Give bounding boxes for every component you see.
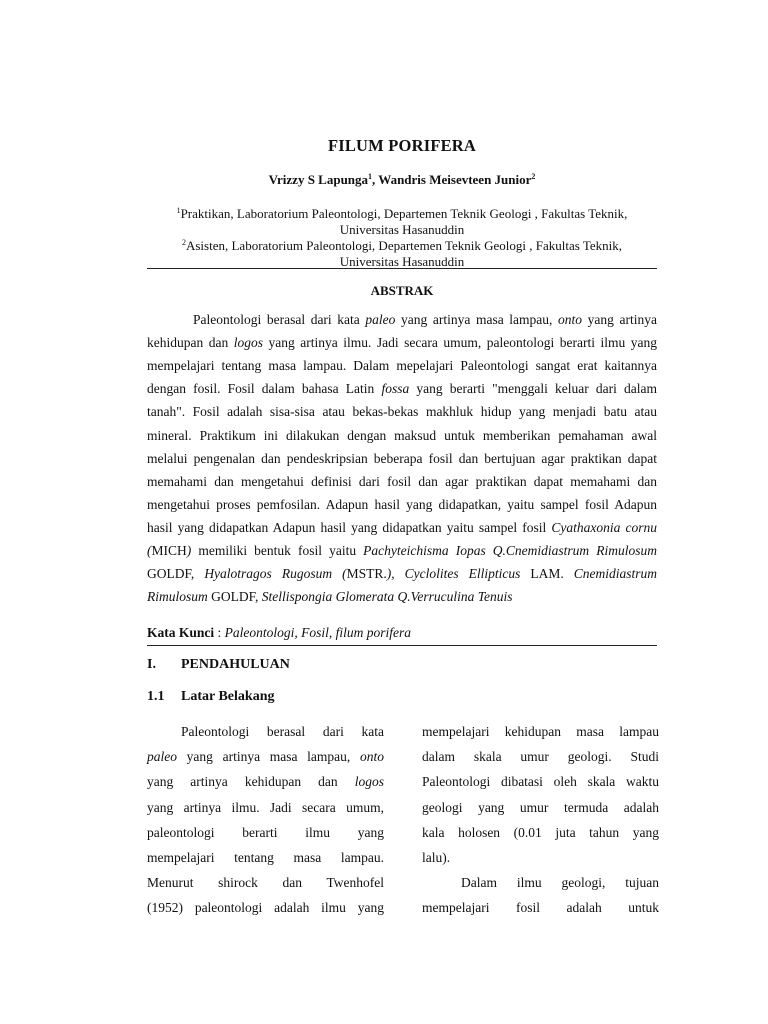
text-run: dengan fosil. Fosil dalam bahasa Latin (147, 381, 382, 397)
keywords-label: Kata Kunci (147, 625, 215, 640)
body-line (422, 749, 659, 765)
body-line (147, 800, 384, 816)
abstract-line (147, 404, 657, 420)
text-run: yang artinya masa lampau, (395, 312, 559, 327)
abstract-line (147, 474, 657, 490)
abstract-heading: ABSTRAK (370, 283, 434, 298)
affiliation-1-line2: Universitas Hasanuddin (339, 222, 465, 237)
text-run: Rimulosum (147, 589, 208, 605)
body-line (461, 875, 659, 891)
abstract-line (147, 589, 657, 605)
text-run: Paleontologi berasal dari kata (181, 724, 384, 739)
text-run: paleo (365, 312, 396, 327)
text-run: paleo (147, 749, 177, 765)
text-run: fossa (381, 381, 410, 397)
body-line (422, 774, 659, 790)
paper-title: FILUM PORIFERA (327, 136, 477, 155)
text-run: Hyalotragos Rugosum ( (204, 566, 347, 582)
text-run: Paleontologi berasal dari kata (193, 312, 366, 327)
abstract-divider (147, 645, 657, 646)
keywords-line (147, 625, 657, 641)
body-line (147, 900, 384, 916)
section-1-title: PENDAHULUAN (181, 657, 290, 672)
affiliation-2-sup: 2 (181, 238, 186, 247)
text-run: Cnemidiastrum (573, 566, 658, 582)
affiliation-2 (147, 235, 657, 270)
text-run: Pachyteichisma Iopas Q.Cnemidiastrum Rimulosum (363, 543, 657, 558)
text-run: ), Cyclolites Ellipticus (386, 566, 521, 582)
author-2-sup: 2 (531, 172, 536, 181)
affiliation-1-line1: Praktikan, Laboratorium Paleontologi, Departemen Teknik Geologi , Fakultas Teknik, (180, 206, 628, 221)
text-run: yang artinya masa lampau, (177, 749, 360, 765)
text-run: memahami dan mengetahui definisi dari fosil dan agar praktikan dapat memahami dan (147, 473, 657, 489)
abstract-line (147, 428, 657, 444)
keywords-separator: : (214, 625, 225, 640)
body-line (422, 724, 659, 740)
text-run: melalui pengenalan dan pendeskripsian beberapa fosil dan bertujuan agar praktikan dapat (147, 450, 657, 466)
text-run: kala holosen (0.01 juta tahun yang (422, 824, 659, 840)
text-run: geologi yang umur termuda adalah (422, 799, 659, 815)
keywords-text: Paleontologi, Fosil, filum porifera (224, 625, 412, 640)
section-1-heading (147, 657, 290, 673)
text-run: yang artinya ilmu. Jadi secara umum, (147, 799, 384, 815)
text-run: onto (359, 749, 384, 765)
text-run: mempelajari tentang masa lampau. (147, 850, 384, 865)
text-run: memiliki bentuk fosil yaitu (191, 543, 364, 558)
text-run: paleontologi berarti ilmu yang (147, 824, 384, 840)
text-run: kehidupan dan (147, 335, 234, 351)
section-1-1-heading (147, 689, 275, 705)
body-line (422, 900, 659, 916)
affiliation-2-line1: Asisten, Laboratorium Paleontologi, Departemen Teknik Geologi , Fakultas Teknik, (185, 238, 622, 253)
text-run: (1952) paleontologi adalah ilmu yang (147, 900, 384, 916)
section-1-1-title: Latar Belakang (181, 689, 275, 704)
body-line (422, 850, 659, 866)
text-run: yang artinya ilmu. Jadi secara umum, paleontologi berarti ilmu yang (263, 335, 657, 351)
body-line (147, 749, 384, 765)
text-run: ) (186, 543, 192, 558)
abstract-line (147, 358, 657, 374)
text-run: Dalam ilmu geologi, tujuan (461, 875, 659, 891)
abstract-line (147, 497, 657, 513)
text-run: yang berarti "menggali keluar dari dalam (409, 381, 658, 397)
abstract-line (193, 312, 657, 328)
body-line (147, 774, 384, 790)
text-run: GOLDF, (207, 589, 262, 605)
text-run: yang artinya (582, 312, 657, 327)
text-run: mengetahui proses pemfosilan. Adapun hasil yang didapatkan, yaitu sampel fosil Adapun (147, 496, 657, 512)
text-run: mempelajari tentang masa lampau. Dalam mepelajari Paleontologi sangat erat kaitannya (147, 358, 657, 374)
text-run: logos (354, 774, 384, 790)
text-run: Menurut shirock dan Twenhofel (147, 875, 384, 891)
text-run: mempelajari kehidupan masa lampau (422, 724, 659, 739)
body-line (422, 825, 659, 841)
abstract-line (147, 335, 657, 351)
author-2: Wandris Meisevteen Junior (378, 172, 532, 187)
text-run: Cyathaxonia cornu (551, 519, 657, 535)
abstract-line (147, 566, 657, 582)
author-separator: , (372, 172, 379, 187)
abstract-line (147, 520, 657, 536)
affiliation-1 (147, 203, 657, 238)
body-line (147, 825, 384, 841)
text-run: Stellispongia Glomerata Q.Verruculina Tenuis (261, 589, 513, 605)
section-1-number: I. (147, 657, 156, 672)
text-run: tanah". Fosil adalah sisa-sisa atau bekas-bekas makhluk hidup yang menjadi batu atau (147, 404, 657, 420)
text-run: hasil yang didapatkan Adapun hasil yang didapatkan yaitu sampel fosil (147, 519, 552, 535)
text-run: onto (558, 312, 583, 327)
text-run: yang artinya kehidupan dan (147, 774, 355, 790)
affiliation-1-sup: 1 (176, 206, 181, 215)
section-1-1-number: 1.1 (147, 689, 165, 704)
text-run: mempelajari fosil adalah untuk (422, 900, 659, 916)
abstract-line (147, 451, 657, 467)
body-line (147, 875, 384, 891)
text-run: LAM. (520, 566, 574, 582)
text-run: MICH (151, 543, 187, 558)
text-run: lalu). (422, 850, 451, 865)
author-1: Vrizzy S Lapunga (268, 172, 369, 187)
text-run: MSTR. (346, 566, 387, 582)
text-run: Paleontologi dibatasi oleh skala waktu (422, 774, 659, 790)
abstract-line (147, 381, 657, 397)
author-line (147, 172, 657, 188)
text-run: logos (233, 335, 264, 351)
body-line (147, 850, 384, 866)
body-line (422, 800, 659, 816)
text-run: dalam skala umur geologi. Studi (422, 749, 659, 765)
abstract-line (147, 543, 657, 559)
author-1-sup: 1 (368, 172, 373, 181)
text-run: GOLDF, (147, 566, 205, 582)
affiliation-2-line2: Universitas Hasanuddin (339, 254, 465, 269)
text-run: ( (147, 543, 152, 558)
text-run: mineral. Praktikum ini dilakukan dengan maksud untuk memberikan pemahaman awal (147, 427, 657, 443)
header-divider (147, 268, 657, 269)
body-line (181, 724, 384, 740)
